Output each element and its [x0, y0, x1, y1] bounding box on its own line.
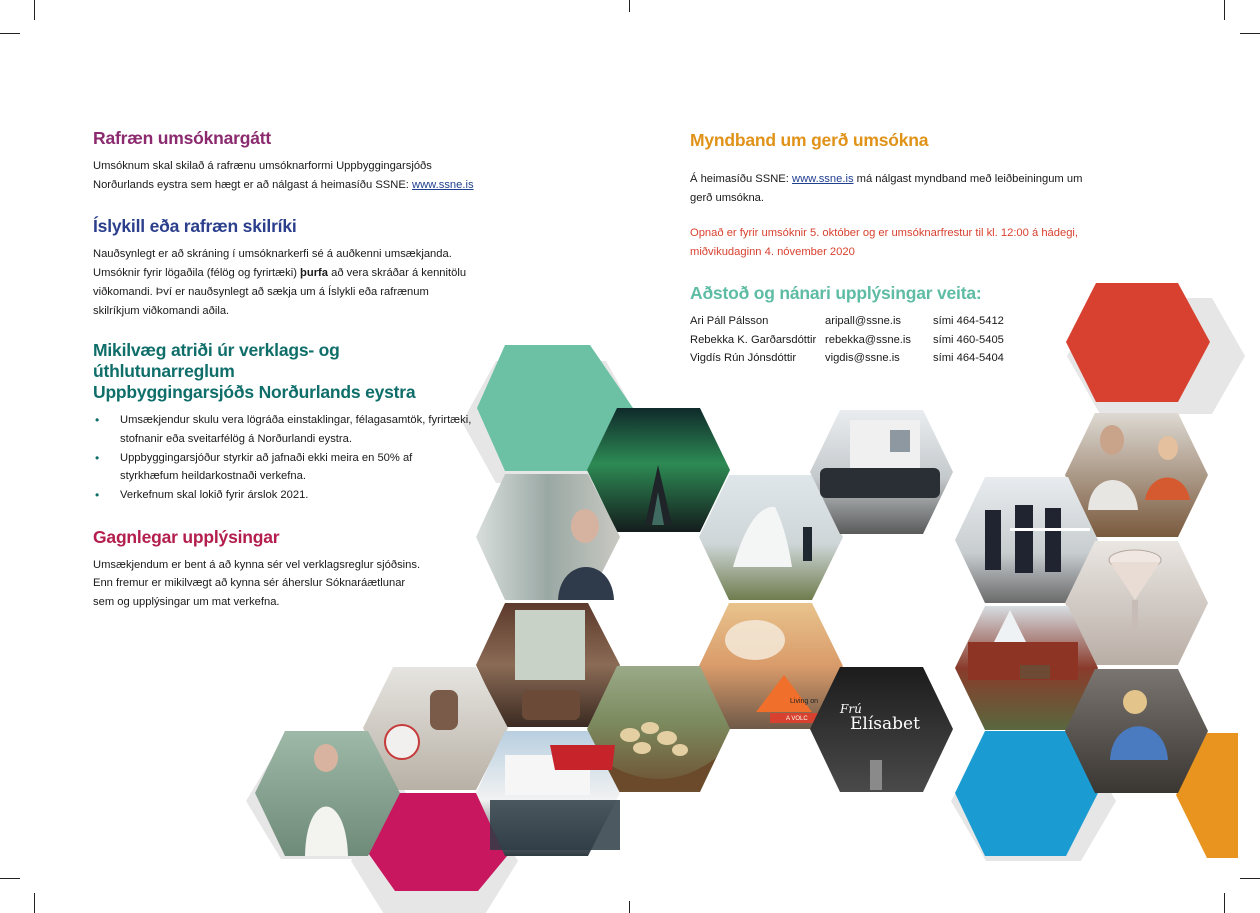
left-column: [93, 128, 478, 630]
body-text: Á heimasíðu SSNE: www.ssne.is má nálgast myndband með leiðbeiningum um: [690, 173, 1083, 185]
body-text: Nauðsynlegt er að skráning í umsóknarkerfi sé á auðkenni umsækjanda.: [93, 248, 452, 261]
body-text: sem og upplýsingar um mat verkefna.: [93, 596, 280, 609]
section-title: Mikilvæg atriði úr verklags- og úthlutunarreglum: [93, 340, 340, 382]
contact-name: Vigdís Rún Jónsdóttir: [690, 352, 797, 365]
contact-name: Rebekka K. Garðarsdóttir: [690, 333, 817, 346]
contact-email: rebekka@ssne.is: [825, 333, 911, 346]
contact-row: [690, 312, 1090, 331]
contact-row: [690, 349, 1090, 368]
body-text: skilríkjum viðkomandi aðila.: [93, 304, 230, 317]
fra-label: Frú: [840, 702, 862, 716]
notice-text: miðvikudaginn 4. nóvember 2020: [690, 246, 855, 259]
body-text: Umsækjendum er bent á að kynna sér vel verklagsreglur sjóðsins.: [93, 558, 421, 571]
list-item: • Verkefnum skal lokið fyrir árslok 2021.: [95, 488, 309, 503]
body-text: Umsóknum skal skilað á rafrænu umsóknarformi Uppbyggingarsjóðs: [93, 160, 432, 172]
section-title: Aðstoð og nánari upplýsingar veita:: [690, 282, 982, 303]
section-title: Myndband um gerð umsókna: [690, 130, 929, 150]
contact-phone: sími 464-5412: [933, 314, 1004, 327]
section-islykill: [93, 216, 478, 320]
living-on-label: Living on: [790, 698, 819, 705]
section-contacts: [690, 283, 1090, 368]
rules-list: [93, 411, 478, 505]
ssne-link[interactable]: www.ssne.is: [412, 178, 474, 191]
section-useful-info: [93, 527, 478, 612]
volcano-label: A VOLC: [786, 716, 808, 722]
notice-text: Opnað er fyrir umsóknir 5. október og er umsóknarfrestur til kl. 12:00 á hádegi,: [690, 227, 1079, 240]
section-video: [690, 130, 1090, 207]
section-title: Rafræn umsóknargátt: [93, 128, 272, 148]
right-column: [690, 130, 1090, 368]
contact-email: aripall@ssne.is: [825, 314, 902, 327]
body-text: Norðurlands eystra sem hægt er að nálgast á heimasíðu SSNE: www.ssne.is: [93, 178, 474, 191]
ssne-link[interactable]: www.ssne.is: [791, 173, 854, 185]
section-title: Gagnlegar upplýsingar: [93, 526, 280, 547]
contact-name: Ari Páll Pálsson: [690, 314, 769, 327]
list-item: • Uppbyggingarsjóður styrkir að jafnaði ekki meira en 50% af styrkhæfum heildarkostnaði verkefna.: [95, 450, 413, 483]
section-rules: [93, 340, 478, 505]
deadline-notice: [690, 224, 1090, 261]
contacts-table: [690, 312, 1090, 368]
section-title: Íslykill eða rafræn skilríki: [93, 216, 297, 237]
contact-email: vigdis@ssne.is: [825, 352, 900, 365]
elisabet-label: Elísabet: [850, 714, 920, 734]
body-text: viðkomandi. Því er nauðsynlegt að sækja um á Íslykli eða rafrænum: [93, 285, 429, 298]
body-text: gerð umsókna.: [690, 191, 765, 204]
section-title: Uppbyggingarsjóðs Norðurlands eystra: [93, 382, 416, 403]
contact-phone: sími 460-5405: [933, 333, 1004, 346]
contact-row: [690, 331, 1090, 350]
contact-phone: sími 464-5404: [933, 352, 1004, 365]
body-text: Umsóknir fyrir lögaðila (félög og fyrirtæki) þurfa að vera skráðar á kennitölu: [93, 267, 467, 280]
list-item: • Umsækjendur skulu vera lögráða einstaklingar, félagasamtök, fyrirtæki, stofnanir eða sveitarfélög á Norðurlandi eystra.: [95, 413, 472, 445]
body-text: Enn fremur er mikilvægt að kynna sér áherslur Sóknaráætlunar: [93, 577, 406, 590]
section-electronic-portal: [93, 128, 478, 194]
